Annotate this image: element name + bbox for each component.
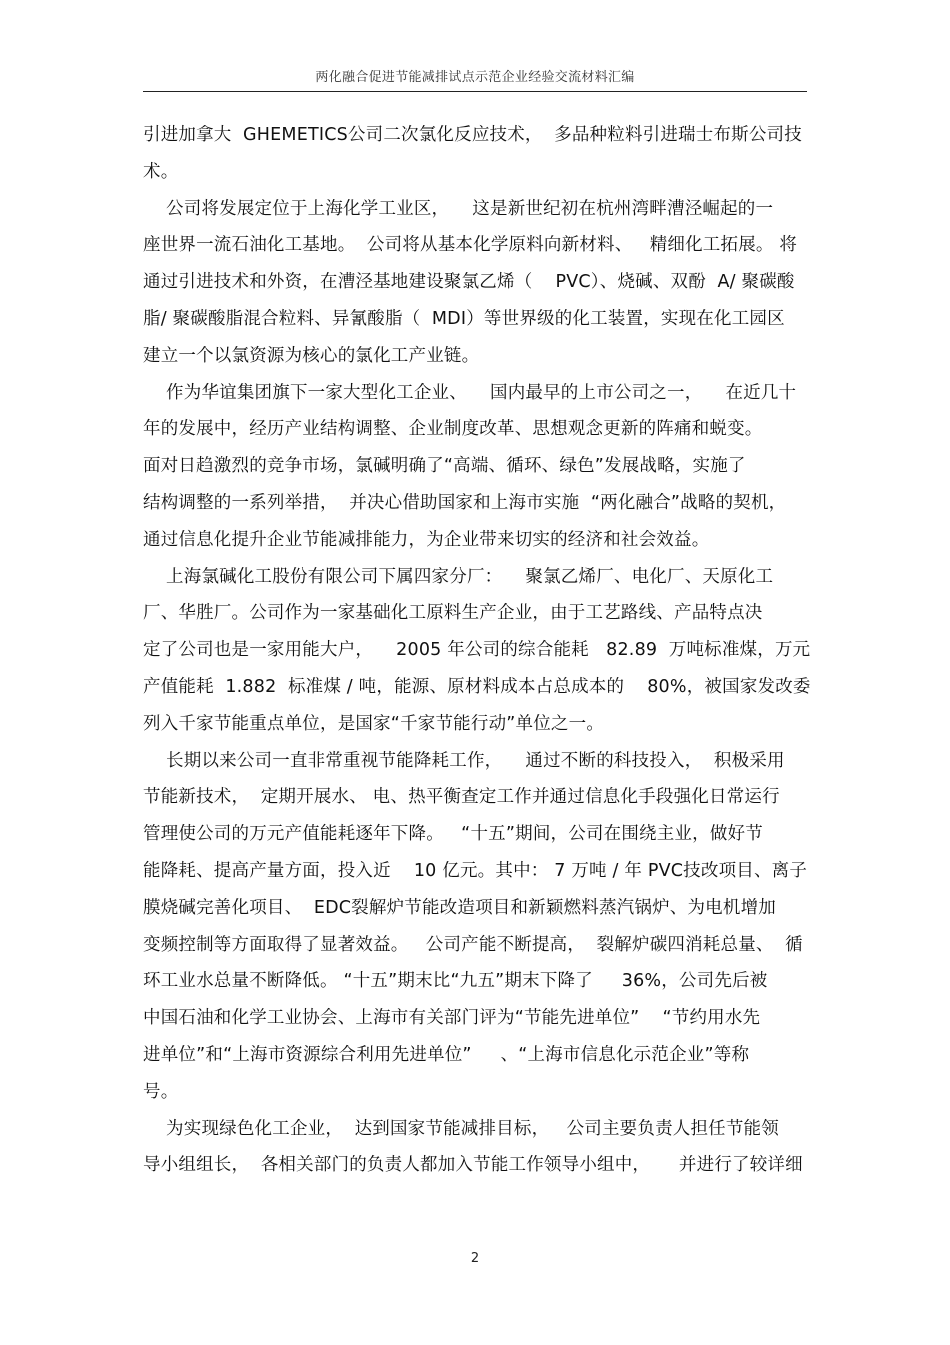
text-line: 定了公司也是一家用能大户， 2005 年公司的综合能耗 82.89 万吨标准煤，万元 xyxy=(143,640,811,661)
text-line: 进单位”和“上海市资源综合利用先进单位” 、“上海市信息化示范企业”等称 xyxy=(143,1044,750,1065)
text-line: 膜烧碱完善化项目、 EDC裂解炉节能改造项目和新颖燃料蒸汽锅炉、为电机增加 xyxy=(143,897,776,918)
text-line: 产值能耗 1.882 标准煤 / 吨，能源、原材料成本占总成本的 80%，被国家发改委 xyxy=(143,676,811,697)
text-line: 厂、华胜厂。公司作为一家基础化工原料生产企业，由于工艺路线、产品特点决 xyxy=(143,603,763,624)
text-line: 座世界一流石油化工基地。 公司将从基本化学原料向新材料、 精细化工拓展。 将 xyxy=(143,235,798,256)
text-line: 通过引进技术和外资，在漕泾基地建设聚氯乙烯（ PVC）、烧碱、双酚 A/ 聚碳酸 xyxy=(143,272,795,293)
text-line: 长期以来公司一直非常重视节能降耗工作， 通过不断的科技投入， 积极采用 xyxy=(143,750,785,771)
text-line: 列入千家节能重点单位，是国家“千家节能行动”单位之一。 xyxy=(143,713,605,734)
text-line: 作为华谊集团旗下一家大型化工企业、 国内最早的上市公司之一， 在近几十 xyxy=(143,382,797,403)
text-line: 环工业水总量不断降低。 “十五”期末比“九五”期末下降了 36%，公司先后被 xyxy=(143,971,768,992)
text-line: 号。 xyxy=(143,1081,179,1102)
text-line: 中国石油和化学工业协会、上海市有关部门评为“节能先进单位” “节约用水先 xyxy=(143,1008,761,1029)
text-line: 节能新技术， 定期开展水、 电、热平衡查定工作并通过信息化手段强化日常运行 xyxy=(143,787,780,808)
text-line: 为实现绿色化工企业， 达到国家节能减排目标， 公司主要负责人担任节能领 xyxy=(143,1118,779,1139)
text-line: 术。 xyxy=(143,161,179,182)
text-line: 能降耗、提高产量方面，投入近 10 亿元。其中： 7 万吨 / 年 PVC技改项目、离子 xyxy=(143,860,808,881)
text-line: 年的发展中，经历产业结构调整、企业制度改革、思想观念更新的阵痛和蜕变。 xyxy=(143,419,763,440)
text-line: 公司将发展定位于上海化学工业区， 这是新世纪初在杭州湾畔漕泾崛起的一 xyxy=(143,198,774,219)
text-line: 上海氯碱化工股份有限公司下属四家分厂： 聚氯乙烯厂、电化厂、天原化工 xyxy=(143,566,774,587)
header-divider xyxy=(143,91,807,92)
text-line: 建立一个以氯资源为核心的氯化工产业链。 xyxy=(143,345,480,366)
text-line: 脂/ 聚碳酸脂混合粒料、异氰酸脂（ MDI）等世界级的化工装置，实现在化工园区 xyxy=(143,308,785,329)
text-line: 结构调整的一系列举措， 并决心借助国家和上海市实施 “两化融合”战略的契机， xyxy=(143,492,787,513)
text-line: 导小组组长， 各相关部门的负责人都加入节能工作领导小组中， 并进行了较详细 xyxy=(143,1155,803,1176)
page-number: 2 xyxy=(470,1251,480,1266)
text-line: 引进加拿大 GHEMETICS公司二次氯化反应技术， 多品种粒料引进瑞士布斯公司技 xyxy=(143,125,802,145)
text-line: 面对日趋激烈的竞争市场，氯碱明确了“高端、循环、绿色”发展战略，实施了 xyxy=(143,456,746,477)
running-header: 两化融合促进节能减排试点示范企业经验交流材料汇编 xyxy=(315,70,635,85)
text-line: 通过信息化提升企业节能减排能力，为企业带来切实的经济和社会效益。 xyxy=(143,529,710,550)
text-line: 变频控制等方面取得了显著效益。 公司产能不断提高， 裂解炉碳四消耗总量、 循 xyxy=(143,934,803,955)
text-line: 管理使公司的万元产值能耗逐年下降。 “十五”期间，公司在围绕主业，做好节 xyxy=(143,824,763,845)
document-body xyxy=(143,121,811,1188)
